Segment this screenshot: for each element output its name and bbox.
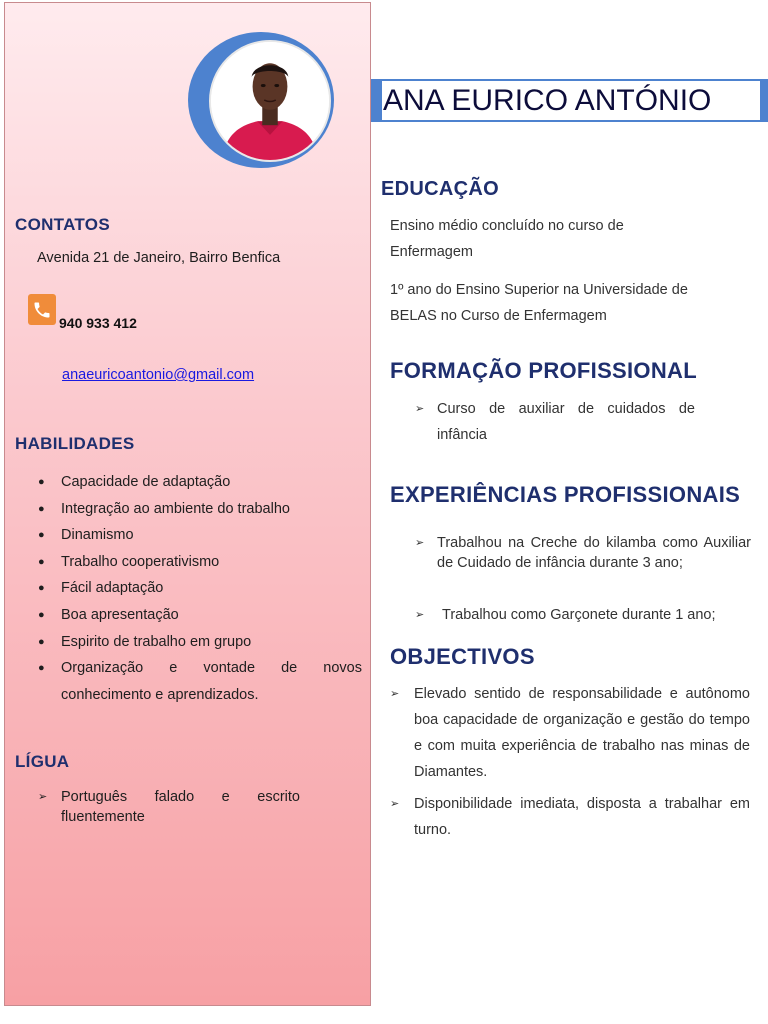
bullet-icon: ● <box>38 635 45 648</box>
skill-item: ● Dinamismo <box>38 522 362 549</box>
contacts-heading: CONTATOS <box>15 215 110 234</box>
skills-heading: HABILIDADES <box>15 434 135 453</box>
skill-item: ● Boa apresentação <box>38 602 362 629</box>
arrow-bullet-icon: ➢ <box>390 798 400 810</box>
experience-heading: EXPERIÊNCIAS PROFISSIONAIS <box>390 482 741 507</box>
bullet-icon: ● <box>38 476 45 488</box>
skill-item: ● Integração ao ambiente do trabalho <box>38 496 362 523</box>
objective-item: ➢ Disponibilidade imediata, disposta a trabalhar em turno. <box>390 791 750 843</box>
person-portrait <box>211 42 329 160</box>
bullet-icon: ● <box>38 555 45 568</box>
language-heading: LÍGUA <box>15 752 70 771</box>
arrow-bullet-icon: ➢ <box>38 791 48 803</box>
phone-number: 940 933 412 <box>59 315 137 331</box>
education-heading: EDUCAÇÃO <box>381 178 499 200</box>
contact-address: Avenida 21 de Janeiro, Bairro Benfica <box>37 250 281 266</box>
language-item: ➢ Português falado e escrito fluentemente <box>38 789 300 825</box>
arrow-bullet-icon: ➢ <box>415 609 425 621</box>
education-item: 1º ano do Ensino Superior na Universidade de BELAS no Curso de Enfermagem <box>390 282 688 324</box>
education-item: Ensino médio concluído no curso de Enfermagem <box>390 218 624 260</box>
skills-list <box>38 469 362 708</box>
experience-item: ➢ Trabalhou como Garçonete durante 1 ano; <box>415 607 716 623</box>
name-banner <box>371 79 768 122</box>
bullet-icon: ● <box>38 662 45 675</box>
profile-photo <box>209 40 331 162</box>
bullet-icon: ● <box>38 529 45 542</box>
training-heading: FORMAÇÃO PROFISSIONAL <box>390 358 697 383</box>
arrow-bullet-icon: ➢ <box>390 688 400 700</box>
objectives-heading: OBJECTIVOS <box>390 644 535 669</box>
arrow-bullet-icon: ➢ <box>415 403 425 415</box>
skill-item: ● Organização e vontade de novos conhecimento e aprendizados. <box>38 655 362 708</box>
bullet-icon: ● <box>38 608 45 621</box>
arrow-bullet-icon: ➢ <box>415 537 425 549</box>
skill-item: ● Capacidade de adaptação <box>38 469 362 496</box>
skill-item: ● Espirito de trabalho em grupo <box>38 629 362 656</box>
experience-item: ➢ Trabalhou na Creche do kilamba como Auxiliar de Cuidado de infância durante 3 ano; <box>415 535 751 571</box>
bullet-icon: ● <box>38 582 45 595</box>
phone-icon <box>28 294 56 325</box>
objective-item: ➢ Elevado sentido de responsabilidade e autônomo boa capacidade de organização e gestão do tempo e com muita experiência de trabalho nas minas de Diamantes. <box>390 681 750 785</box>
bullet-icon: ● <box>38 502 45 515</box>
email-link[interactable]: anaeuricoantonio@gmail.com <box>62 367 255 383</box>
training-item: ➢ Curso de auxiliar de cuidados de infância <box>415 396 695 448</box>
skill-item: ● Trabalho cooperativismo <box>38 549 362 576</box>
candidate-name: ANA EURICO ANTÓNIO <box>382 81 760 120</box>
skill-item: ● Fácil adaptação <box>38 575 362 602</box>
